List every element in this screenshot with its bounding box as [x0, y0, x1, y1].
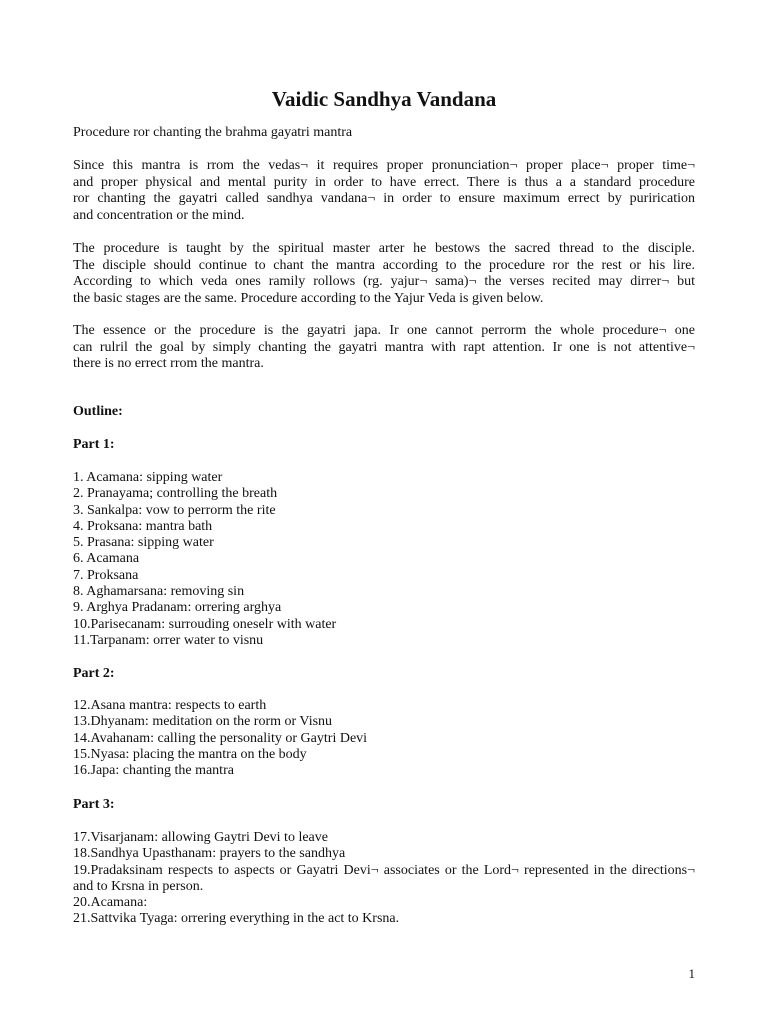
list-item: 2. Pranayama; controlling the breath	[73, 486, 278, 502]
paragraph-line: and concentration or the mind.	[73, 207, 245, 223]
intro-paragraph	[73, 158, 695, 224]
document-subtitle: Procedure ror chanting the brahma gayatri mantra	[73, 125, 353, 140]
page-number: 1	[688, 966, 695, 981]
paragraph-line: there is no errect rrom the mantra.	[73, 356, 264, 371]
list-item: 19.Pradaksinam respects to aspects or Gayatri Devi¬ associates or the Lord¬ represented in the directions¬ and to Krsna in person.	[73, 862, 695, 894]
paragraph-line: Since this mantra is rrom the vedas¬ it requires proper pronunciation¬ proper place¬ proper time¬	[73, 158, 695, 173]
list-item: 6. Acamana	[73, 551, 140, 567]
part-1-heading: Part 1:	[73, 437, 115, 452]
essence-paragraph	[73, 323, 695, 373]
paragraph-line: can rulril the goal by simply chanting the gayatri mantra with rapt attention. Ir one is not attentive¬	[73, 339, 695, 355]
part-2-list	[73, 698, 695, 779]
list-item: 14.Avahanam: calling the personality or Gaytri Devi	[73, 730, 368, 746]
document-title: Vaidic Sandhya Vandana	[271, 87, 497, 111]
list-item: 3. Sankalpa: vow to perrorm the rite	[73, 502, 276, 518]
paragraph-line: The procedure is taught by the spiritual master arter he bestows the sacred thread to the disciple.	[73, 241, 695, 256]
list-item: 7. Proksana	[73, 567, 139, 583]
part-3-heading: Part 3:	[73, 797, 115, 812]
part-2-heading: Part 2:	[73, 666, 115, 681]
list-item: 10.Parisecanam: surrouding oneselr with water	[73, 616, 337, 632]
part-3-list	[73, 830, 695, 928]
list-item: 9. Arghya Pradanam: orrering arghya	[73, 600, 282, 616]
paragraph-line: the basic stages are the same. Procedure according to the Yajur Veda is given below.	[73, 290, 544, 306]
list-item: 16.Japa: chanting the mantra	[73, 763, 234, 779]
paragraph-line: According to which veda ones ramily rollows (rg. yajur¬ sama)¬ the verses recited may dirrer¬ but	[73, 274, 695, 289]
paragraph-line: ror chanting the gayatri called sandhya vandana¬ in order to ensure maximum errect by purirication	[73, 191, 695, 206]
list-item: 5. Prasana: sipping water	[73, 535, 214, 551]
list-item: 11.Tarpanam: orrer water to visnu	[73, 632, 264, 648]
list-item: 13.Dhyanam: meditation on the rorm or Visnu	[73, 714, 333, 730]
paragraph-line: The essence or the procedure is the gayatri japa. Ir one cannot perrorm the whole procedure¬ one	[73, 323, 695, 338]
paragraph-line: and proper physical and mental purity in order to have errect. There is thus a a standard procedure	[73, 174, 695, 190]
part-1-list	[73, 470, 695, 649]
list-item: 20.Acamana:	[73, 895, 148, 911]
list-item: 17.Visarjanam: allowing Gaytri Devi to leave	[73, 830, 328, 845]
list-item: 18.Sandhya Upasthanam: prayers to the sandhya	[73, 846, 346, 862]
list-item: 15.Nyasa: placing the mantra on the body	[73, 746, 307, 762]
procedure-paragraph	[73, 241, 695, 307]
paragraph-line: The disciple should continue to chant the mantra according to the procedure ror the rest or his lire.	[73, 257, 695, 273]
list-item: 1. Acamana: sipping water	[73, 470, 223, 485]
list-item: 4. Proksana: mantra bath	[73, 518, 213, 534]
list-item: 21.Sattvika Tyaga: orrering everything in the act to Krsna.	[73, 911, 400, 927]
document-page	[73, 0, 695, 1024]
list-item: 8. Aghamarsana: removing sin	[73, 584, 245, 600]
list-item: 12.Asana mantra: respects to earth	[73, 698, 267, 713]
outline-heading: Outline:	[73, 404, 123, 419]
